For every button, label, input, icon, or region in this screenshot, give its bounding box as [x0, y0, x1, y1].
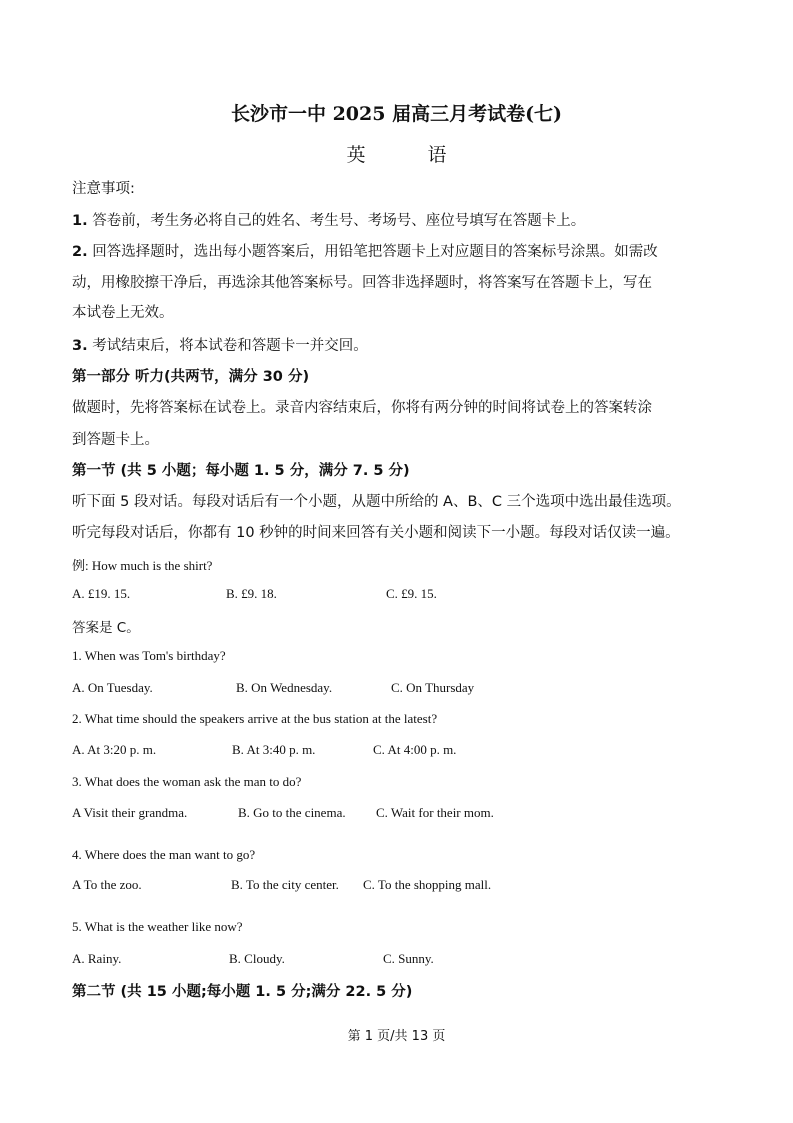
question-1-option-a: A. On Tuesday.: [72, 680, 153, 695]
notice-item-3: [72, 334, 368, 355]
notice-item-2-line-3: 本试卷上无效。: [72, 305, 174, 321]
example-answer: 答案是 C。: [72, 620, 140, 636]
section1-heading: 第一节 (共 5 小题；每小题 1. 5 分，满分 7. 5 分): [72, 463, 410, 479]
question-3-option-b: B. Go to the cinema.: [238, 805, 346, 820]
subject-title: 英 语: [346, 144, 475, 166]
question-5-option-a: A. Rainy.: [72, 951, 122, 966]
notice-item-number: 3.: [72, 338, 88, 354]
question-1-option-b: B. On Wednesday.: [236, 680, 333, 695]
question-1: 1. When was Tom's birthday?: [72, 648, 226, 663]
notice-item-number: 1.: [72, 213, 88, 229]
question-5: 5. What is the weather like now?: [72, 919, 243, 934]
notice-item-text: 答卷前，考生务必将自己的姓名、考生号、考场号、座位号填写在答题卡上。: [92, 213, 586, 229]
question-4-option-c: C. To the shopping mall.: [363, 877, 492, 892]
notice-item-text: 回答选择题时，选出每小题答案后，用铅笔把答题卡上对应题目的答案标号涂黑。如需改: [92, 244, 658, 260]
question-4-option-b: B. To the city center.: [231, 877, 339, 892]
question-3: 3. What does the woman ask the man to do?: [72, 774, 302, 789]
question-3-option-a: A Visit their grandma.: [72, 805, 188, 820]
example-question: 例: How much is the shirt?: [72, 558, 213, 573]
example-option-a: A. £19. 15.: [72, 586, 131, 601]
notice-item-2-line-1: [72, 240, 658, 261]
question-2-option-a: A. At 3:20 p. m.: [72, 742, 157, 757]
question-5-option-b: B. Cloudy.: [229, 951, 285, 966]
page-number: 第 1 页/共 13 页: [347, 1029, 446, 1044]
question-3-option-c: C. Wait for their mom.: [376, 805, 494, 820]
part1-heading: 第一部分 听力(共两节，满分 30 分): [72, 369, 310, 385]
question-2: 2. What time should the speakers arrive at the bus station at the latest?: [72, 711, 438, 726]
question-2-option-b: B. At 3:40 p. m.: [232, 742, 316, 757]
section1-instruction-line-2: 听完每段对话后，你都有 10 秒钟的时间来回答有关小题和阅读下一小题。每段对话仅读一遍。: [72, 525, 680, 541]
question-2-option-c: C. At 4:00 p. m.: [373, 742, 457, 757]
question-4: 4. Where does the man want to go?: [72, 847, 256, 862]
part1-instruction-line-2: 到答题卡上。: [72, 432, 159, 448]
question-1-option-c: C. On Thursday: [391, 680, 475, 695]
notice-item-text: 考试结束后，将本试卷和答题卡一并交回。: [92, 338, 368, 354]
page-title: 长沙市一中 2025 届高三月考试卷(七): [230, 103, 563, 125]
section2-heading: 第二节 (共 15 小题;每小题 1. 5 分;满分 22. 5 分): [72, 984, 413, 1000]
question-4-option-a: A To the zoo.: [72, 877, 142, 892]
example-option-c: C. £9. 15.: [386, 586, 437, 601]
notice-heading: 注意事项:: [72, 181, 135, 197]
section1-instruction-line-1: 听下面 5 段对话。每段对话后有一个小题，从题中所给的 A、B、C 三个选项中选出最佳选项。: [72, 494, 681, 510]
example-option-b: B. £9. 18.: [226, 586, 277, 601]
notice-item-number: 2.: [72, 244, 88, 260]
part1-instruction-line-1: 做题时，先将答案标在试卷上。录音内容结束后，你将有两分钟的时间将试卷上的答案转涂: [72, 400, 652, 416]
notice-item-1: [72, 209, 585, 230]
notice-item-2-line-2: 动，用橡胶擦干净后，再选涂其他答案标号。回答非选择题时，将答案写在答题卡上，写在: [72, 275, 652, 291]
question-5-option-c: C. Sunny.: [383, 951, 434, 966]
